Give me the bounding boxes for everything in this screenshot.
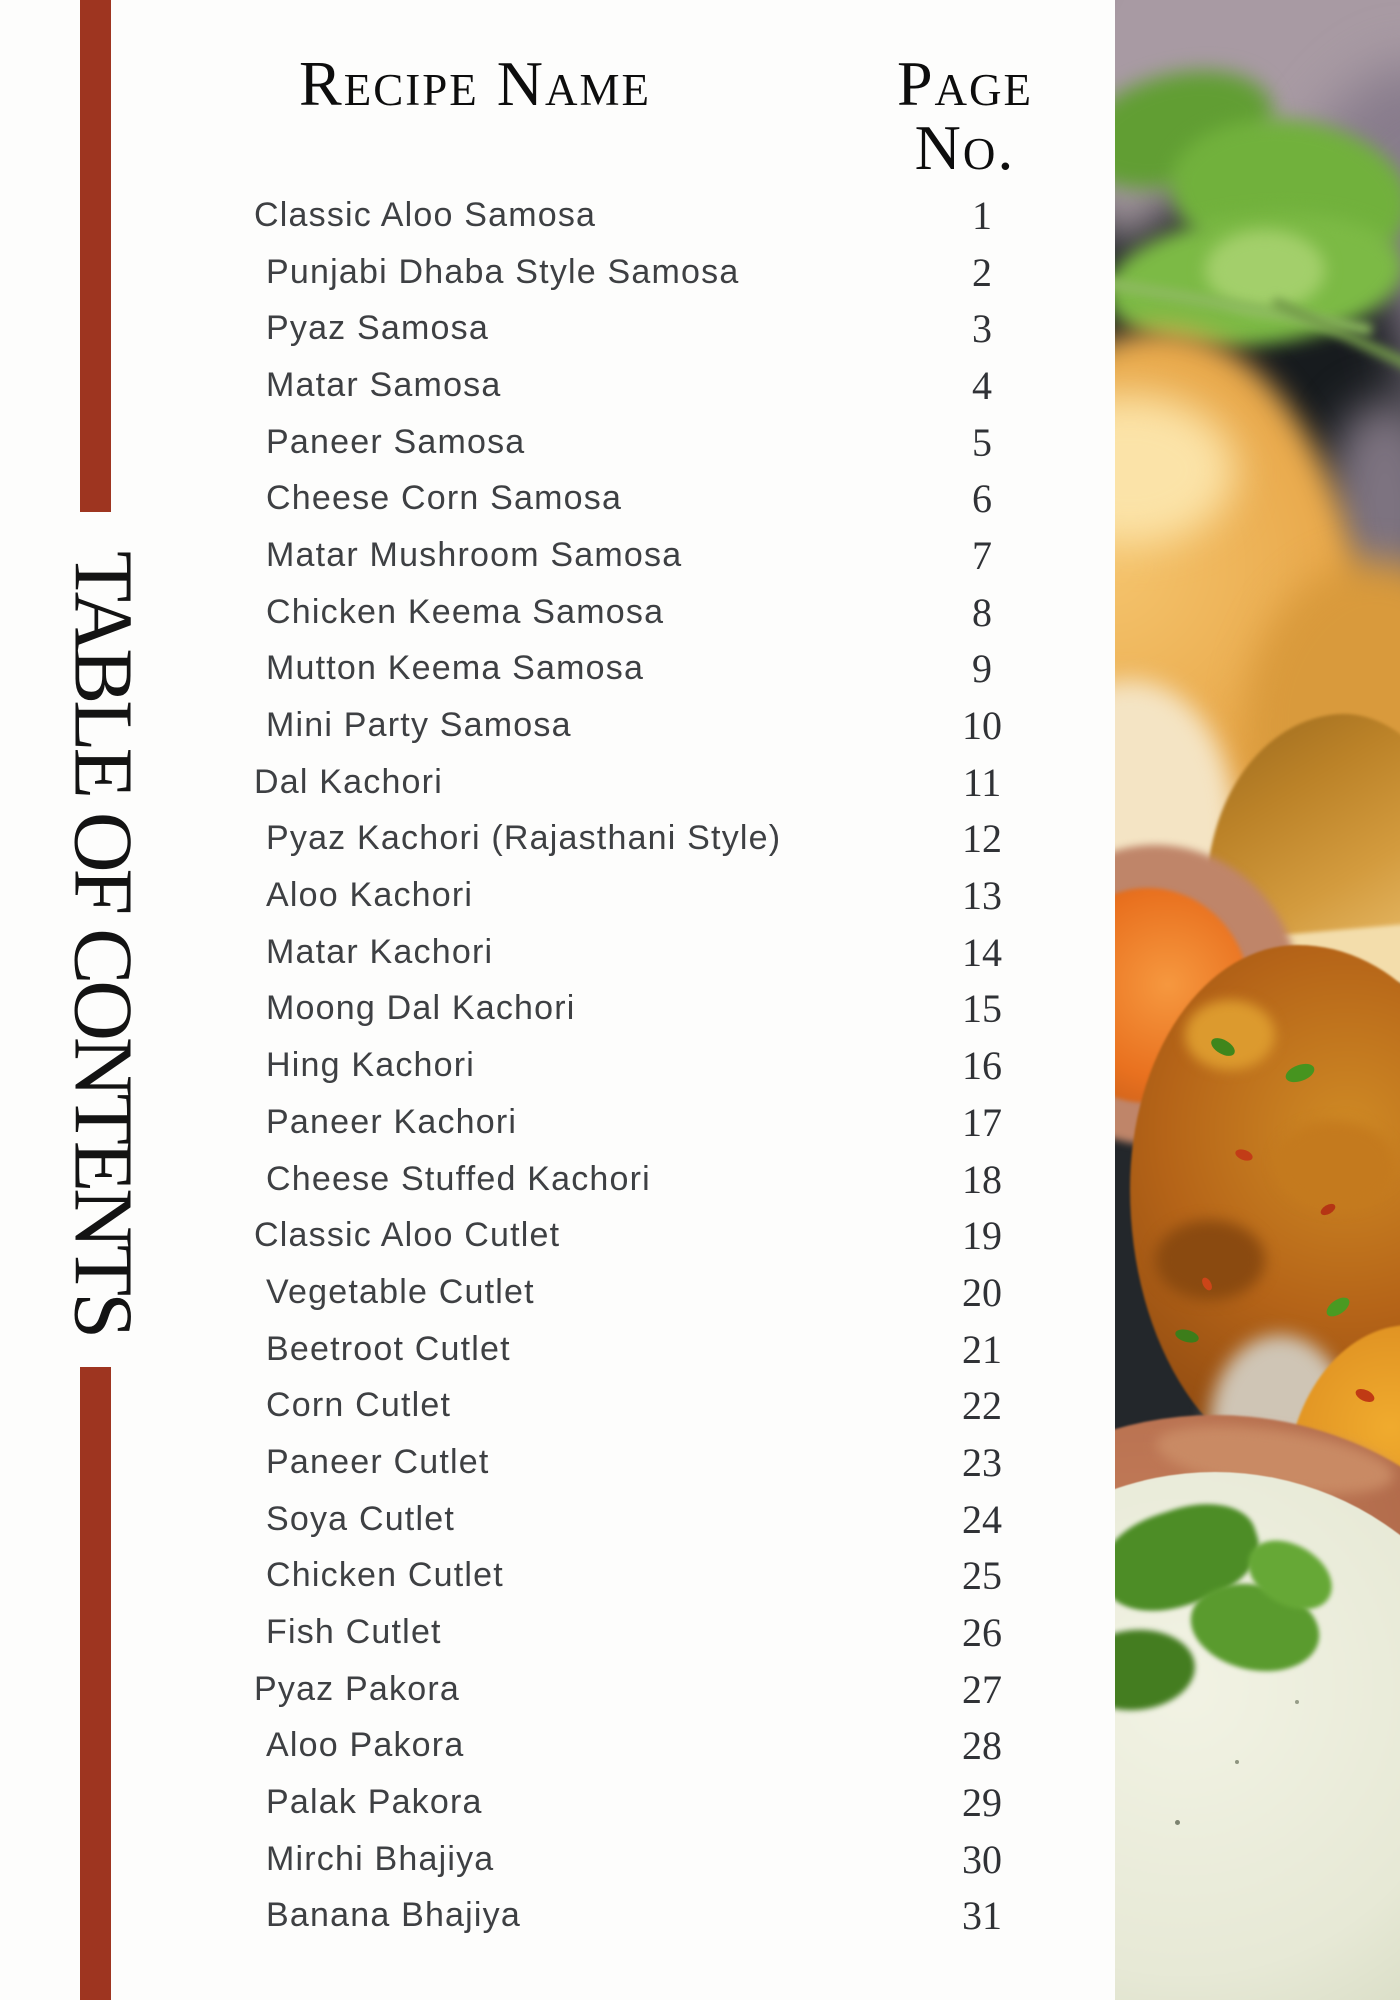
toc-row	[240, 1831, 1037, 1888]
page-number: 28	[962, 1723, 1002, 1769]
recipe-name: Beetroot Cutlet	[266, 1329, 511, 1368]
column-header-recipe-name: Recipe Name	[299, 48, 651, 119]
page-number: 6	[972, 476, 992, 522]
recipe-name: Pyaz Pakora	[254, 1669, 460, 1708]
page-number: 22	[962, 1383, 1002, 1429]
toc-row	[240, 754, 1037, 811]
recipe-name: Paneer Kachori	[266, 1102, 518, 1141]
recipe-name: Palak Pakora	[266, 1783, 483, 1822]
toc-row	[240, 981, 1037, 1038]
page-title-vertical: TABLE OF CONTENTS	[56, 550, 150, 1335]
toc-row	[240, 697, 1037, 754]
toc-row	[240, 1264, 1037, 1321]
page-number: 1	[972, 192, 992, 238]
recipe-name: Matar Kachori	[266, 932, 494, 971]
page-number: 29	[962, 1780, 1002, 1826]
recipe-name: Pyaz Kachori (Rajasthani Style)	[266, 819, 782, 858]
recipe-name: Cheese Corn Samosa	[266, 479, 623, 518]
page-number: 23	[962, 1439, 1002, 1485]
recipe-name: Punjabi Dhaba Style Samosa	[266, 252, 740, 291]
page-number: 27	[962, 1666, 1002, 1712]
toc-list	[240, 187, 1037, 1944]
page-number: 30	[962, 1836, 1002, 1882]
toc-row	[240, 867, 1037, 924]
toc-row	[240, 357, 1037, 414]
photo-vada-texture	[1275, 1120, 1395, 1210]
toc-row	[240, 187, 1037, 244]
recipe-name: Hing Kachori	[266, 1046, 476, 1085]
recipe-name: Fish Cutlet	[266, 1613, 442, 1652]
recipe-name: Chicken Keema Samosa	[266, 592, 665, 631]
recipe-name: Pyaz Samosa	[266, 309, 489, 348]
page-number: 2	[972, 249, 992, 295]
page-number: 5	[972, 419, 992, 465]
recipe-name: Matar Samosa	[266, 365, 502, 404]
toc-row	[240, 1774, 1037, 1831]
recipe-name: Vegetable Cutlet	[266, 1272, 535, 1311]
photo-dip-speck	[1295, 1700, 1299, 1704]
page-number: 10	[962, 703, 1002, 749]
toc-row	[240, 1321, 1037, 1378]
column-header-page-no: Page No.	[896, 48, 1034, 183]
recipe-name: Dal Kachori	[254, 762, 443, 801]
food-photo	[1115, 0, 1400, 2000]
page-number: 3	[972, 306, 992, 352]
toc-row	[240, 1888, 1037, 1945]
recipe-name: Matar Mushroom Samosa	[266, 535, 683, 574]
photo-dip-speck	[1175, 1820, 1180, 1825]
recipe-name: Mini Party Samosa	[266, 706, 572, 745]
toc-row	[240, 470, 1037, 527]
photo-vada-texture	[1185, 1000, 1275, 1070]
page-number: 8	[972, 589, 992, 635]
page-number: 25	[962, 1553, 1002, 1599]
recipe-name: Mutton Keema Samosa	[266, 649, 645, 688]
page-number: 7	[972, 532, 992, 578]
toc-row	[240, 527, 1037, 584]
recipe-name: Mirchi Bhajiya	[266, 1839, 495, 1878]
toc-row	[240, 1377, 1037, 1434]
page-number: 19	[962, 1213, 1002, 1259]
toc-row	[240, 1207, 1037, 1264]
toc-row	[240, 414, 1037, 471]
page-number: 4	[972, 362, 992, 408]
recipe-name: Banana Bhajiya	[266, 1896, 521, 1935]
recipe-name: Classic Aloo Samosa	[254, 195, 597, 234]
page-number: 16	[962, 1043, 1002, 1089]
toc-row	[240, 1661, 1037, 1718]
toc-row	[240, 1604, 1037, 1661]
page-number: 17	[962, 1099, 1002, 1145]
page-number: 21	[962, 1326, 1002, 1372]
page-number: 13	[962, 873, 1002, 919]
toc-row	[240, 1491, 1037, 1548]
toc-row	[240, 1434, 1037, 1491]
toc-row	[240, 1037, 1037, 1094]
page-number: 14	[962, 929, 1002, 975]
accent-bar-top	[80, 0, 111, 512]
accent-bar-bottom	[80, 1367, 111, 2000]
recipe-name: Cheese Stuffed Kachori	[266, 1159, 651, 1198]
page-number: 18	[962, 1156, 1002, 1202]
toc-row	[240, 811, 1037, 868]
page-number: 15	[962, 986, 1002, 1032]
toc-row	[240, 1151, 1037, 1208]
recipe-name: Moong Dal Kachori	[266, 989, 576, 1028]
toc-row	[240, 641, 1037, 698]
photo-dip-speck	[1235, 1760, 1239, 1764]
recipe-name: Classic Aloo Cutlet	[254, 1216, 561, 1255]
toc-row	[240, 1548, 1037, 1605]
toc-row	[240, 924, 1037, 981]
page-number: 24	[962, 1496, 1002, 1542]
page-number: 26	[962, 1610, 1002, 1656]
toc-row	[240, 244, 1037, 301]
page-number: 20	[962, 1269, 1002, 1315]
recipe-name: Corn Cutlet	[266, 1386, 452, 1425]
toc-row	[240, 1718, 1037, 1775]
recipe-name: Soya Cutlet	[266, 1499, 455, 1538]
toc-row	[240, 584, 1037, 641]
recipe-name: Paneer Samosa	[266, 422, 526, 461]
page-number: 9	[972, 646, 992, 692]
page-number: 12	[962, 816, 1002, 862]
toc-row	[240, 300, 1037, 357]
recipe-name: Aloo Pakora	[266, 1726, 465, 1765]
page-number: 31	[962, 1893, 1002, 1939]
recipe-name: Chicken Cutlet	[266, 1556, 504, 1595]
page-number: 11	[962, 759, 1002, 805]
toc-row	[240, 1094, 1037, 1151]
recipe-name: Paneer Cutlet	[266, 1442, 490, 1481]
recipe-name: Aloo Kachori	[266, 876, 474, 915]
